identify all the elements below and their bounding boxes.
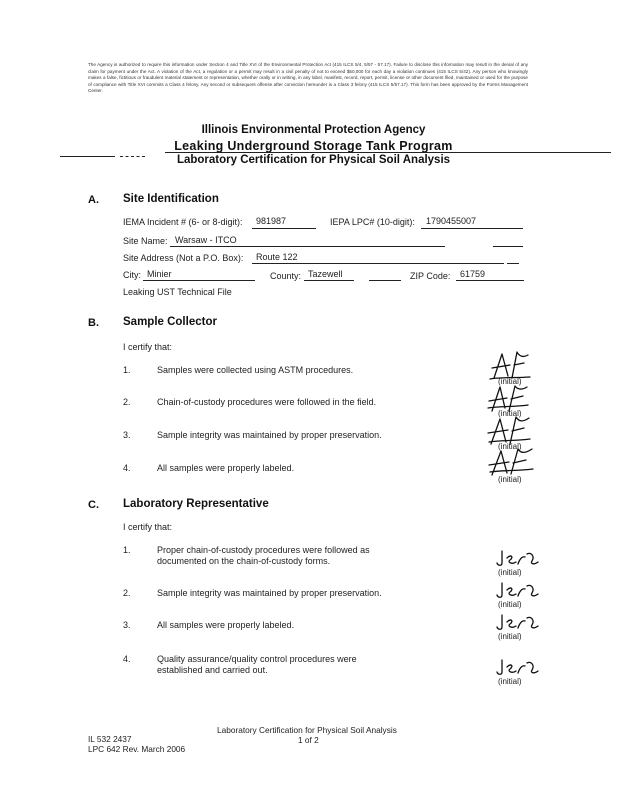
zip-field[interactable]: 61759 xyxy=(460,269,486,279)
city-label: City: xyxy=(123,270,141,280)
c-item-3-line1: All samples were properly labeled. xyxy=(157,620,295,630)
incident-field[interactable]: 981987 xyxy=(256,216,287,226)
b-item-1-num: 1. xyxy=(123,365,131,375)
statutory-notice: The Agency is authorized to require this information under Section 4 and Title XVI of the Environmental Protection Act (415 ILCS 5/4, 5/57 - 57.17). Failure to disclose this information may result in the denial of any claim for payment under the Act. A violation of the Act, a regulation or a permit may result in a civil penalty of not to exceed $50,000 for each day a violation continues (415 ILCS 5/42). Any person who knowingly makes a false, fictitious or fraudulent material statement or representation, whether orally or in writing, in any label, manifest, record, report, permit, license or other document filed, maintained or used for the purpose of compliance with Title XVI commits a Class 4 felony. Any second or subsequent offense after conviction hereunder is a Class 3 felony (415 ILCS 5/57.17). This form has been approved by the Forms Management Center. xyxy=(88,62,528,94)
b-item-4-num: 4. xyxy=(123,463,131,473)
c-item-2-line1: Sample integrity was maintained by proper preservation. xyxy=(157,588,382,598)
c-item-3-num: 3. xyxy=(123,620,131,630)
section-b-letter: B. xyxy=(88,317,99,329)
c-item-4-initials-signature xyxy=(494,657,540,677)
c-item-2-num: 2. xyxy=(123,588,131,598)
section-a-title: Site Identification xyxy=(123,193,219,205)
footer-revision: LPC 642 Rev. March 2006 xyxy=(88,744,186,754)
c-item-1-initial-label: (initial) xyxy=(498,568,522,577)
section-a-letter: A. xyxy=(88,194,99,206)
b-item-3-initial-label: (initial) xyxy=(498,442,522,451)
c-item-1-num: 1. xyxy=(123,545,131,555)
b-item-1-text: Samples were collected using ASTM procedures. xyxy=(157,365,354,375)
site-address-field[interactable]: Route 122 xyxy=(256,252,298,262)
lpc-field[interactable]: 1790455007 xyxy=(426,216,477,226)
site-name-field[interactable]: Warsaw - ITCO xyxy=(175,235,237,245)
c-item-4-line2: established and carried out. xyxy=(157,665,268,675)
section-c-title: Laboratory Representative xyxy=(123,498,269,510)
footer-form-title: Laboratory Certification for Physical Soil Analysis xyxy=(217,725,397,735)
footer-form-id: IL 532 2437 xyxy=(88,734,132,744)
county-label: County: xyxy=(270,271,302,281)
c-item-1-initials-signature xyxy=(494,548,540,568)
b-item-1-initials-signature xyxy=(488,348,532,382)
footer-page-number: 1 of 2 xyxy=(298,735,319,745)
b-item-3-text: Sample integrity was maintained by proper preservation. xyxy=(157,430,382,440)
c-item-2-initials-signature xyxy=(494,580,540,600)
b-item-1-initial-label: (initial) xyxy=(498,377,522,386)
county-field[interactable]: Tazewell xyxy=(308,269,343,279)
section-b-certify: I certify that: xyxy=(123,342,173,352)
header-divider-right xyxy=(165,152,611,153)
technical-file-label: Leaking UST Technical File xyxy=(123,287,232,297)
header-divider-left xyxy=(60,156,115,157)
c-item-2-initial-label: (initial) xyxy=(498,600,522,609)
lpc-label: IEPA LPC# (10-digit): xyxy=(330,217,415,227)
c-item-1-line1: Proper chain-of-custody procedures were followed as xyxy=(157,545,370,555)
b-item-2-initial-label: (initial) xyxy=(498,409,522,418)
incident-label: IEMA Incident # (6- or 8-digit): xyxy=(123,217,243,227)
section-c-certify: I certify that: xyxy=(123,522,173,532)
c-item-4-line1: Quality assurance/quality control procedures were xyxy=(157,654,357,664)
site-address-label: Site Address (Not a P.O. Box): xyxy=(123,253,244,263)
agency-name: Illinois Environmental Protection Agency xyxy=(201,124,426,136)
program-name: Leaking Underground Storage Tank Program xyxy=(174,139,453,153)
zip-label: ZIP Code: xyxy=(410,271,451,281)
c-item-4-initial-label: (initial) xyxy=(498,677,522,686)
b-item-4-initial-label: (initial) xyxy=(498,475,522,484)
b-item-4-text: All samples were properly labeled. xyxy=(157,463,295,473)
c-item-3-initial-label: (initial) xyxy=(498,632,522,641)
site-name-label: Site Name: xyxy=(123,236,168,246)
section-c-letter: C. xyxy=(88,499,99,511)
form-title: Laboratory Certification for Physical Soil Analysis xyxy=(176,154,451,166)
b-item-4-initials-signature xyxy=(487,443,535,479)
b-item-2-text: Chain-of-custody procedures were followed in the field. xyxy=(157,397,377,407)
b-item-2-initials-signature xyxy=(486,381,530,415)
c-item-1-line2: documented on the chain-of-custody forms. xyxy=(157,556,331,566)
section-b-title: Sample Collector xyxy=(123,316,217,328)
header-divider-mid xyxy=(120,156,145,157)
b-item-2-num: 2. xyxy=(123,397,131,407)
b-item-3-num: 3. xyxy=(123,430,131,440)
c-item-4-num: 4. xyxy=(123,654,131,664)
c-item-3-initials-signature xyxy=(494,612,540,632)
city-field[interactable]: Minier xyxy=(147,269,172,279)
